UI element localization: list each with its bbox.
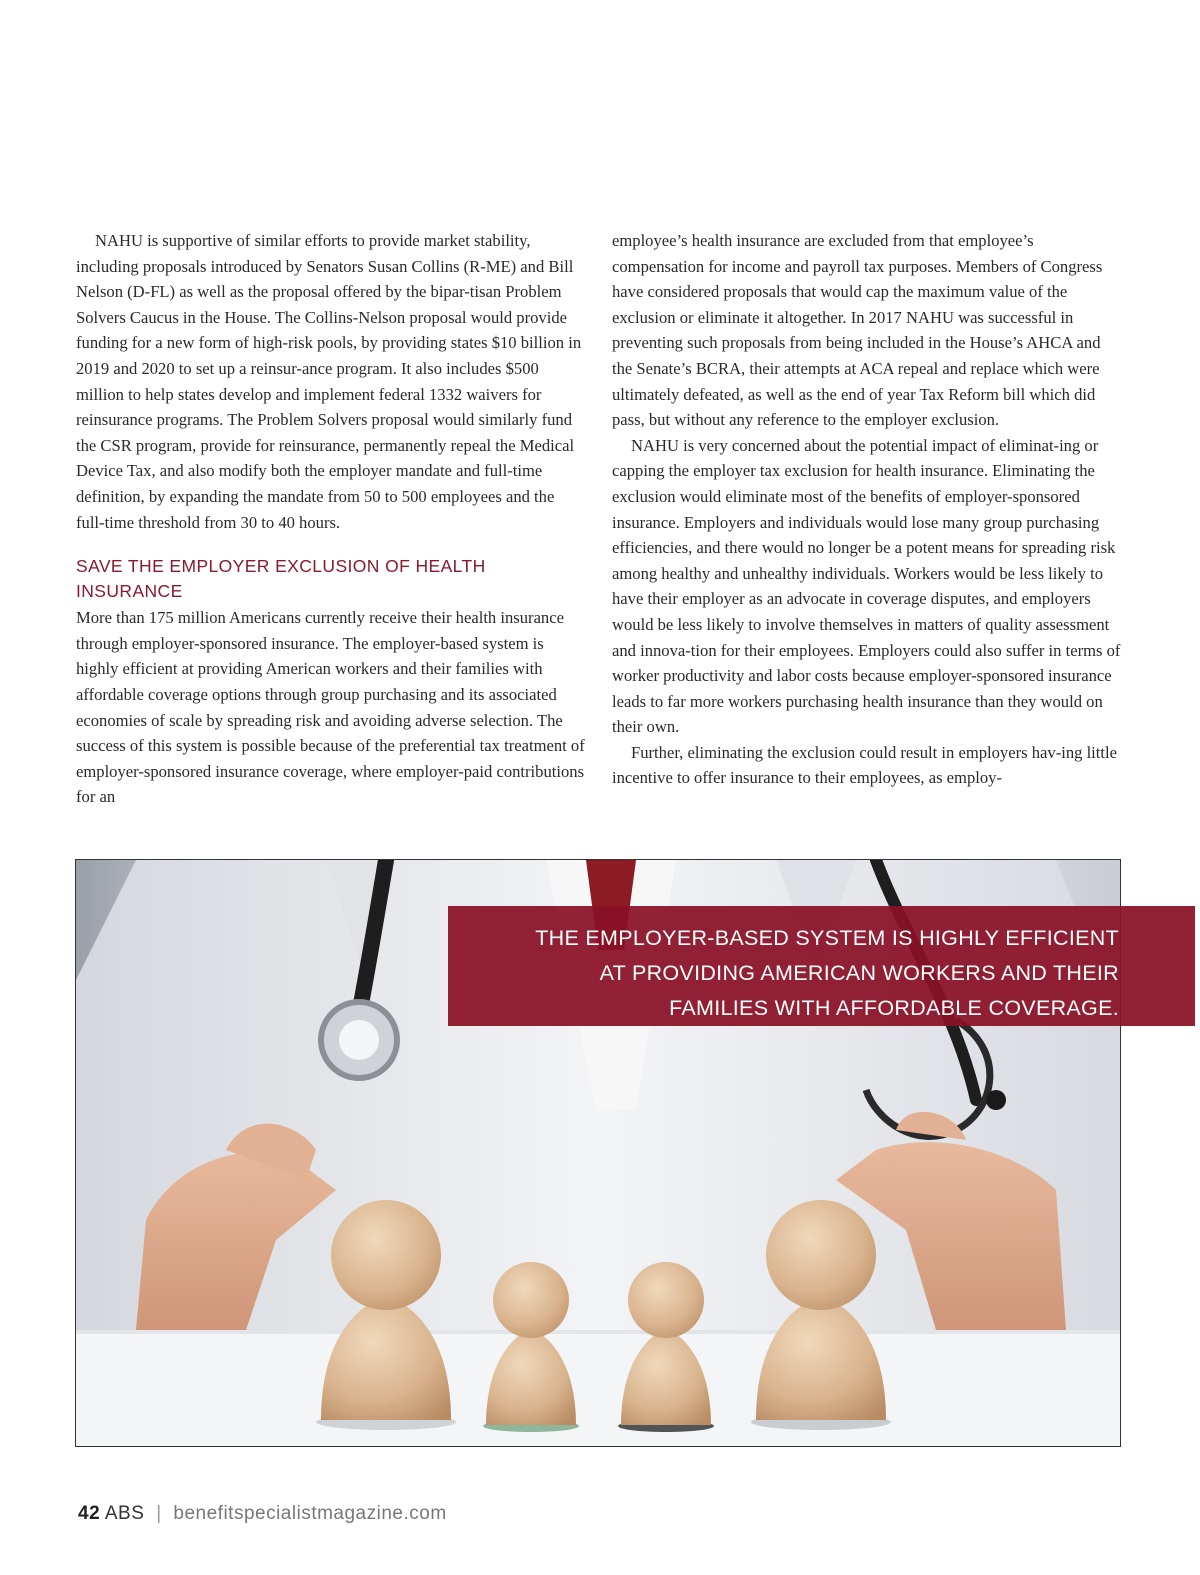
body-paragraph: NAHU is supportive of similar efforts to provide market stability, including proposals introduced by Senators Susan Collins (R-ME) and Bill Nelson (D-FL) as well as the proposal offered by the bipar-tisan Problem Solvers Caucus in the House. The Collins-Nelson proposal would provide funding for a new form of high-risk pools, by providing states $10 billion in 2019 and 2020 to set up a reinsur-ance program. It also includes $500 million to help states develop and implement federal 1332 waivers for reinsurance programs. The Problem Solvers proposal would similarly fund the CSR program, provide for reinsurance, permanently repeal the Medical Device Tax, and also modify both the employer mandate and full-time definition, by expanding the mandate from 50 to 500 employees and the full-time threshold from 30 to 40 hours. xyxy=(76,231,582,532)
body-paragraph: More than 175 million Americans currently receive their health insurance through employer-sponsored insurance. The employer-based system is highly efficient at providing American workers and their families with affordable coverage options through group purchasing and its associated economies of scale by spreading risk and avoiding adverse selection. The success of this system is possible because of the preferential tax treatment of employer-sponsored insurance coverage, where employer-paid contributions for an xyxy=(76,608,585,807)
page-footer xyxy=(78,1503,447,1525)
page-number: 42 xyxy=(78,1503,101,1524)
body-paragraph: NAHU is very concerned about the potential impact of eliminat-ing or capping the employer tax exclusion for health insurance. Eliminating the exclusion would eliminate most of the benefits of employer-sponsored insurance. Employers and individuals would lose many group purchasing efficiencies, and there would no longer be a potent means for spreading risk among healthy and unhealthy individuals. Workers would be less likely to have their employer as an advocate in coverage disputes, and employers would be less likely to involve themselves in matters of quality assessment and innova-tion for their employees. Employers could also suffer in terms of worker productivity and labor costs because employer-sponsored insurance leads to far more workers purchasing health insurance than they would on their own. xyxy=(612,435,1121,737)
article-left-column xyxy=(76,228,585,810)
pull-quote xyxy=(448,906,1195,1026)
pull-quote-line: THE EMPLOYER-BASED SYSTEM IS HIGHLY EFFICIENT xyxy=(535,926,1119,950)
article-right-column xyxy=(612,228,1122,791)
section-heading: SAVE THE EMPLOYER EXCLUSION OF HEALTH INSURANCE xyxy=(76,556,486,602)
magazine-name: ABS xyxy=(104,1503,145,1524)
pull-quote-line: AT PROVIDING AMERICAN WORKERS AND THEIR xyxy=(599,961,1119,985)
body-paragraph: employee’s health insurance are excluded from that employee’s compensation for income and payroll tax purposes. Members of Congress have considered proposals that would cap the maximum value of the exclusion or eliminate it altogether. In 2017 NAHU was successful in preventing such proposals from being included in the House’s AHCA and the Senate’s BCRA, their attempts at ACA repeal and replace which were ultimately defeated, as well as the end of year Tax Reform bill which did pass, but without any reference to the employer exclusion. xyxy=(612,231,1103,430)
website-link[interactable]: benefitspecialistmagazine.com xyxy=(173,1503,447,1524)
pull-quote-line: FAMILIES WITH AFFORDABLE COVERAGE. xyxy=(669,996,1119,1020)
body-paragraph: Further, eliminating the exclusion could result in employers hav-ing little incentive to offer insurance to their employees, as employ- xyxy=(612,742,1117,788)
footer-separator: | xyxy=(156,1503,162,1524)
